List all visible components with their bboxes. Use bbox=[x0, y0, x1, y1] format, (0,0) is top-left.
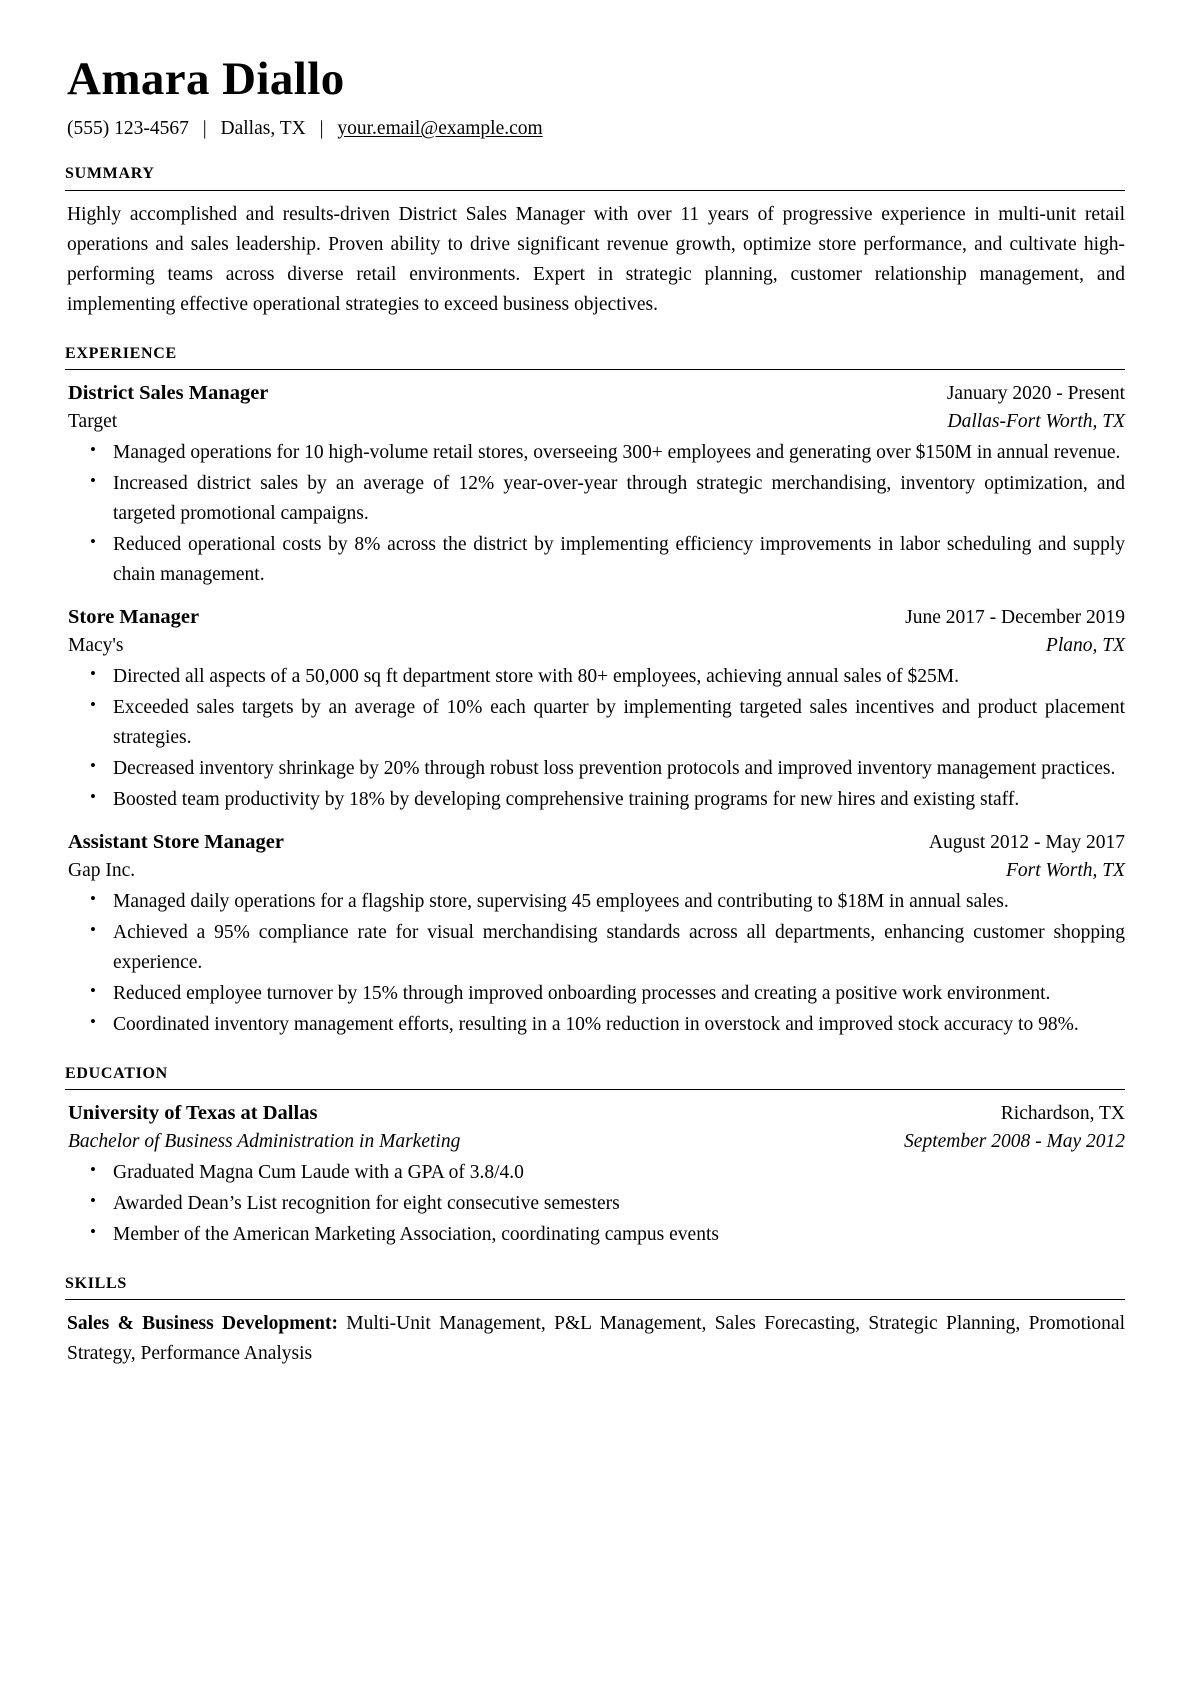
entry-subheader-row bbox=[68, 857, 1125, 885]
job-bullet: • Decreased inventory shrinkage by 20% through robust loss prevention protocols and improved inventory management practices. bbox=[82, 754, 1125, 784]
email-link[interactable]: your.email@example.com bbox=[337, 117, 543, 139]
company-name: Target bbox=[68, 411, 118, 433]
entry-subheader-row bbox=[68, 632, 1125, 660]
section-title-skills: skills bbox=[65, 1267, 128, 1293]
job-location: Plano, TX bbox=[1045, 635, 1125, 657]
school-name: University of Texas at Dallas bbox=[68, 1102, 318, 1125]
skill-items: Multi-Unit Management, P&L Management, Sales Forecasting, Strategic Planning, Promotional Strategy, Performance Analysis bbox=[67, 1313, 1126, 1365]
experience-entry bbox=[68, 379, 1125, 590]
education-entry bbox=[68, 1099, 1125, 1250]
section-divider bbox=[65, 190, 1125, 191]
company-name: Macy's bbox=[68, 635, 124, 657]
job-title: Store Manager bbox=[68, 605, 200, 628]
job-bullet: • Managed operations for 10 high-volume retail stores, overseeing 300+ employees and generating over $150M in annual revenue. bbox=[82, 438, 1125, 468]
entry-header-row bbox=[68, 1099, 1125, 1128]
education-bullet: • Member of the American Marketing Association, coordinating campus events bbox=[82, 1220, 1125, 1250]
education-bullet: • Awarded Dean’s List recognition for eight consecutive semesters bbox=[82, 1189, 1125, 1219]
degree-name: Bachelor of Business Administration in Marketing bbox=[68, 1131, 461, 1153]
section-experience bbox=[65, 338, 1125, 1040]
contact-line bbox=[67, 117, 1125, 140]
job-bullet: • Coordinated inventory management efforts, resulting in a 10% reduction in overstock and improved stock accuracy to 98%. bbox=[82, 1010, 1125, 1040]
job-title: Assistant Store Manager bbox=[68, 830, 284, 853]
job-bullet: • Managed daily operations for a flagship store, supervising 45 employees and contributing to $18M in annual sales. bbox=[82, 887, 1125, 917]
experience-entry bbox=[68, 603, 1125, 815]
section-skills bbox=[65, 1268, 1125, 1369]
job-bullet-list bbox=[68, 887, 1125, 1040]
section-title-education: education bbox=[65, 1057, 168, 1083]
job-date: August 2012 - May 2017 bbox=[928, 831, 1125, 853]
entry-subheader-row bbox=[68, 1128, 1125, 1156]
skill-category-label: Sales & Business Development: bbox=[67, 1313, 338, 1335]
job-location: Fort Worth, TX bbox=[1005, 859, 1125, 881]
contact-separator: | bbox=[202, 117, 207, 139]
experience-entry bbox=[68, 828, 1125, 1040]
contact-separator: | bbox=[319, 117, 324, 139]
job-bullet-list bbox=[68, 662, 1125, 815]
candidate-name: Amara Diallo bbox=[67, 53, 345, 105]
job-bullet: • Reduced operational costs by 8% across the district by implementing efficiency improvements in labor scheduling and supply chain management. bbox=[82, 530, 1125, 590]
job-bullet: • Exceeded sales targets by an average of 10% each quarter by implementing targeted sales incentives and product placement strategies. bbox=[82, 693, 1125, 753]
section-divider bbox=[65, 1089, 1125, 1090]
education-bullet-list bbox=[68, 1158, 1125, 1250]
job-bullet: • Directed all aspects of a 50,000 sq ft department store with 80+ employees, achieving annual sales of $25M. bbox=[82, 662, 1125, 692]
section-summary bbox=[65, 158, 1125, 320]
section-divider bbox=[65, 1299, 1125, 1300]
location-text: Dallas, TX bbox=[220, 117, 306, 139]
education-period: September 2008 - May 2012 bbox=[904, 1131, 1125, 1153]
job-title: District Sales Manager bbox=[68, 382, 269, 405]
job-date: June 2017 - December 2019 bbox=[905, 606, 1125, 628]
phone-number: (555) 123-4567 bbox=[67, 117, 189, 139]
section-divider bbox=[65, 369, 1125, 370]
entry-header-row bbox=[68, 603, 1125, 632]
company-name: Gap Inc. bbox=[68, 859, 136, 881]
job-bullet: • Boosted team productivity by 18% by developing comprehensive training programs for new hires and existing staff. bbox=[82, 785, 1125, 815]
section-education bbox=[65, 1058, 1125, 1250]
resume-header bbox=[65, 54, 1125, 140]
job-bullet: • Achieved a 95% compliance rate for visual merchandising standards across all departments, enhancing customer shopping experience. bbox=[82, 918, 1125, 978]
job-date: January 2020 - Present bbox=[946, 383, 1125, 405]
section-title-experience: experience bbox=[65, 337, 177, 363]
job-location: Dallas-Fort Worth, TX bbox=[947, 411, 1125, 433]
entry-subheader-row bbox=[68, 408, 1125, 436]
entry-header-row bbox=[68, 379, 1125, 408]
school-location: Richardson, TX bbox=[1000, 1103, 1125, 1125]
job-bullet: • Reduced employee turnover by 15% through improved onboarding processes and creating a positive work environment. bbox=[82, 979, 1125, 1009]
job-bullet-list bbox=[68, 438, 1125, 590]
education-bullet: • Graduated Magna Cum Laude with a GPA of 3.8/4.0 bbox=[82, 1158, 1125, 1188]
summary-text: Highly accomplished and results-driven District Sales Manager with over 11 years of progressive experience in multi-unit retail operations and sales leadership. Proven ability to drive significant revenue growth, optimize store performance, and cultivate high-performing teams across diverse retail environments. Expert in strategic planning, customer relationship management, and implementing effective operational strategies to exceed business objectives. bbox=[67, 203, 1125, 315]
skill-group bbox=[67, 1309, 1125, 1369]
section-title-summary: summary bbox=[65, 158, 155, 184]
entry-header-row bbox=[68, 828, 1125, 857]
job-bullet: • Increased district sales by an average of 12% year-over-year through strategic merchandising, inventory optimization, and targeted promotional campaigns. bbox=[82, 469, 1125, 529]
